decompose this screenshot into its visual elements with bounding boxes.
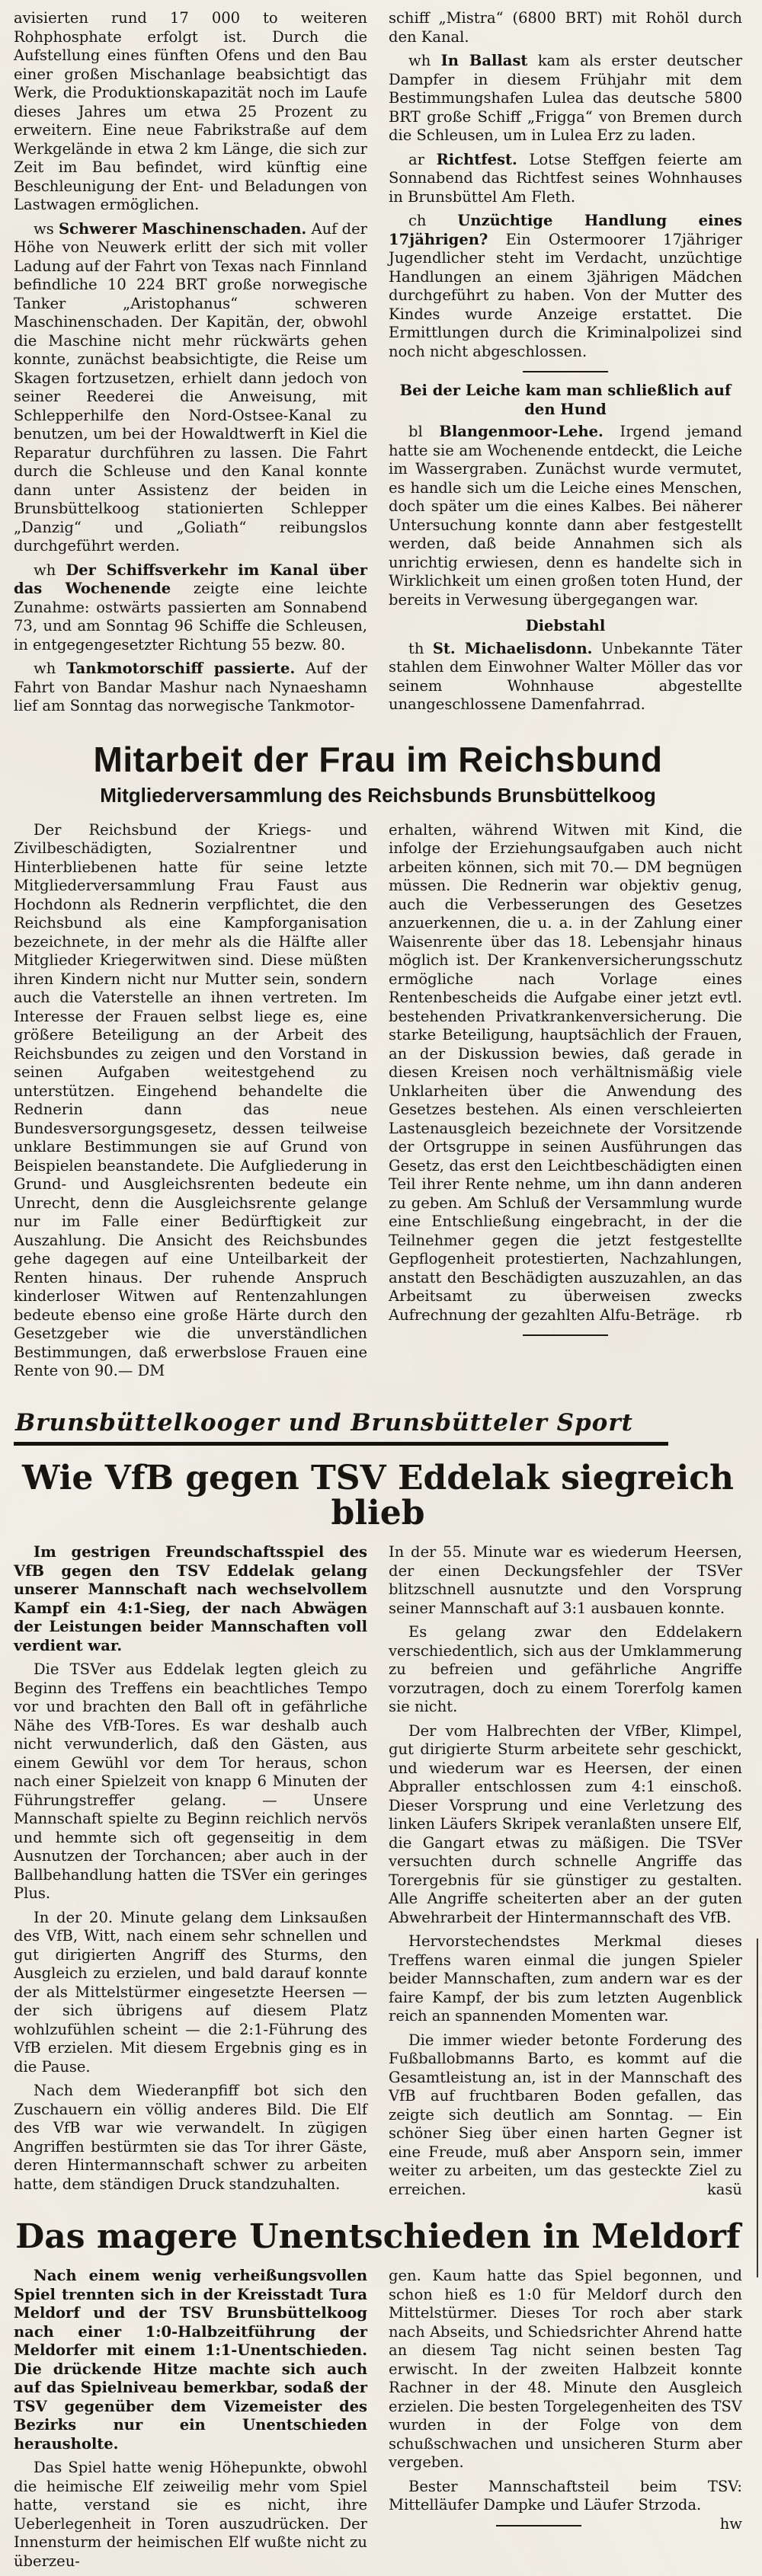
paragraph-text: erhalten, während Witwen mit Kind, die infolge der Erziehungsaufgaben auch nicht arbeiten können, sich mit 70.— DM begnügen müssen. Die Rednerin war objektiv genug, auch die Verbesserungen des Gesetzes anzuerkennen, die u. a. in der Zahlung einer Waisenrente über das 18. Lebensjahr hinaus möglich ist. Der Krankenversicherungsschutz ermögliche nach Vorlage eines Rentenbescheids die Aufgabe einer jetzt evtl. bestehenden Privatkrankenversicherung. Die starke Beteiligung, hauptsächlich der Frauen, an der Diskussion bewies, daß gerade in diesen Kreisen noch verhältnismäßig viele Unklarheiten über die Anwendung des Gesetzes bestehen. Als einen verschleierten Lastenausgleich bezeichnete der Vorsitzende der Ortsgruppe in seinen Ausführungen das Gesetz, das erst den Leichtbeschädigten einen Teil ihrer Rente nehme, um ihn dann anderen zu geben. Am Schluß der Versammlung wurde eine Entschließung eingebracht, in der die Teilnehmer gegen die jetzt festgestellte Gepflogenheit protestierten, Nachzahlungen, anstatt den Beschädigten auszuzahlen, an das Arbeitsamt zu überweisen zwecks Aufrechnung der gezahlten Alfu-Beträge. — [389, 820, 742, 1324]
paragraph-text: Das Spiel hatte wenig Höhepunkte, obwohl die heimische Elf zeiweilig mehr vom Spiel hatte, verstand sie es nicht, ihre Ueberlegenheit in Toren auszudrücken. Der Innensturm der heimischen Elf wußte nicht zu überzeu- — [14, 2459, 367, 2570]
paragraph-text: gen. Kaum hatte das Spiel begonnen, und schon hieß es 1:0 für Meldorf durch den Mittelstürmer. Dieses Tor roch aber stark nach Abseits, und Schiedsrichter Ahrend hatte an diesem Tag nicht seinen besten Tag erwischt. In der zweiten Halbzeit konnte Rachner in der 48. Minute den Ausgleich erzielen. Die besten Torgelegenheiten des TSV wurden in der Folge von dem schußschwachen und unsicheren Sturm aber vergeben. — [389, 2267, 742, 2472]
article-paragraph — [389, 821, 742, 1325]
item-headword: In Ballast — [440, 52, 528, 69]
article-paragraph — [14, 1660, 367, 1903]
match2-columns — [14, 2267, 742, 2576]
top-news-left-column — [14, 9, 367, 721]
section-divider — [523, 1334, 608, 1336]
article-paragraph — [389, 1932, 742, 2026]
item-sigle: ar — [408, 150, 424, 168]
item-sigle: ws — [34, 219, 54, 238]
paragraph-text: Es gelang zwar den Eddelakern verschiedentlich, sich aus der Umklammerung zu befreien und gefährliche Angriffe vorzutragen, doch zu einem Torerfolg kamen sie nicht. — [389, 1623, 742, 1716]
sport-section-banner — [14, 1409, 742, 1446]
news-item-schiffsverkehr — [14, 561, 367, 655]
paragraph-text: avisierten rund 17 000 to weiteren Rohphosphate erfolgt ist. Durch die Aufstellung eines fünften Ofens und den Bau einer großen Mischanlage beabsichtigt das Werk, die Produktionskapazität noch im Laufe dieses Jahres um etwa 25 Prozent zu erweitern. Eine neue Fabrikstraße auf dem Werkgelände in etwa 2 km Länge, die sich zur Zeit im Bau befindet, wird künftig eine Beschleunigung der Ent- und Beladungen von Lastwagen ermöglichen. — [14, 9, 367, 213]
article-paragraph — [14, 821, 367, 1381]
paragraph-text: Der vom Halbrechten der VfBer, Klimpel, gut dirigierte Sturm arbeitete sehr geschickt, und wiederum war es Heersen, der einen Abpraller entschlossen zum 4:1 einschoß. Dieser Vorsprung und eine Verletzung des linken Läufers Skripek veranlaßten unsere Elf, die Gangart etwas zu mäßigen. Die TSVer versuchten durch schnelle Angriffe das Torergebnis für sie günstiger zu gestalten. Alle Angriffe scheiterten aber an der guten Abwehrarbeit der Hintermannschaft des VfB. — [389, 1721, 742, 1926]
paragraph-text: In der 55. Minute war es wiederum Heersen, der einen Deckungsfehler der TSVer blitzschnell ausnutzte und den Vorsprung seiner Mannschaft auf 3:1 ausbauen konnte. — [389, 1543, 742, 1617]
item-headword: Unzüchtige Handlung eines 17jährigen? — [389, 212, 742, 248]
article-lead-paragraph — [14, 1543, 367, 1655]
article-paragraph — [389, 2267, 742, 2472]
article-headline: Das magere Unentschieden in Meldorf — [15, 2217, 741, 2257]
article-closing-paragraph — [389, 2031, 742, 2200]
item-sigle: wh — [34, 561, 56, 579]
article-headline: Mitarbeit der Frau im Reichsbund — [93, 739, 663, 779]
match1-left-column — [14, 1543, 367, 2204]
item-headword: Der Schiffsverkehr im Kanal über das Wochenende — [14, 561, 367, 597]
match2-right-column — [389, 2267, 742, 2576]
news-item-tankmotorschiff — [14, 660, 367, 716]
article-paragraph — [14, 2459, 367, 2571]
reichsbund-right-column — [389, 821, 742, 1386]
match1-right-column — [389, 1543, 742, 2204]
article-paragraph — [389, 1623, 742, 1717]
section-divider — [523, 371, 608, 372]
author-sigle: rb — [725, 1306, 742, 1324]
article-paragraph — [14, 2082, 367, 2194]
item-sigle: ch — [408, 212, 427, 229]
reichsbund-left-column — [14, 821, 367, 1386]
news-item-blangenmoor — [389, 423, 742, 609]
paragraph-text: Hervorstechendstes Merkmal dieses Treffens waren einmal die jungen Spieler beider Mannschaften, zum andern war es der faire Kampf, der bis zum letzten Augenblick reich an spannenden Momenten war. — [389, 1932, 742, 2025]
author-sigle: kasü — [706, 2180, 742, 2198]
item-sigle: th — [408, 639, 424, 657]
news-paragraph-continuation — [14, 9, 367, 215]
subhead-diebstahl: Diebstahl — [525, 617, 606, 634]
news-item-maschinenschaden — [14, 220, 367, 556]
news-item-in-ballast — [389, 52, 742, 145]
match1-columns — [14, 1543, 742, 2204]
item-sigle: wh — [408, 52, 431, 69]
article-closing-paragraph — [389, 2477, 742, 2533]
item-text: Auf der Höhe von Neuwerk erlitt der sich mit voller Ladung auf der Fahrt von Texas nach Finnland befindliche 10 224 BRT große norwegische Tanker „Aristophanus“ schweren Maschinenschaden. Der Kapitän, der, obwohl die Maschine nicht mehr rückwärts gehen konnte, zunächst beabsichtigte, die Reise um Skagen fortzusetzen, erhielt dann jedoch von seiner Reederei die Anweisung, mit Schlepperhilfe den Nord-Ostsee-Kanal zu benutzen, um bei der Howaldtwerft in Kiel die Reparatur durchführen zu lassen. Die Fahrt durch die Schleuse und den Kanal konnte dann unter Assistenz der beiden in Brunsbüttelkoog stationierten Schlepper „Danzig“ und „Goliath“ reibungslos durchgeführt werden. — [14, 219, 367, 555]
section-divider — [496, 2525, 581, 2526]
article-headline: Wie VfB gegen TSV Eddelak siegreich blieb — [21, 1458, 735, 1532]
paragraph-text: schiff „Mistra“ (6800 BRT) mit Rohöl durch den Kanal. — [389, 9, 742, 46]
item-sigle: wh — [34, 660, 56, 677]
paragraph-text: Die immer wieder betonte Forderung des Fußballobmanns Barto, es kommt auf die Gesamtleistung an, ist in der Mannschaft des VfB auf fruchtbaren Boden gefallen, das zeigte sich deutlich am Sonntag. — Ein schöner Sieg über einen harten Gegner ist eine Freude, muß aber Ansporn sein, immer weiter zu arbeiten, um das gesteckte Ziel zu erreichen. — [389, 2031, 742, 2198]
subhead-leiche-hund: Bei der Leiche kam man schließlich auf den Hund — [399, 382, 732, 418]
article-paragraph — [389, 1543, 742, 1618]
item-text: Lotse Steffgen feierte am Sonnabend das Richtfest seines Wohnhauses in Brunsbüttel Am Fleth. — [389, 150, 742, 206]
news-paragraph-continuation — [389, 9, 742, 46]
item-headword: Schwerer Maschinenschaden. — [58, 219, 307, 238]
item-headword: St. Michaelisdonn. — [432, 639, 593, 657]
item-text: Ein Ostermoorer 17jähriger Jugendlicher steht im Verdacht, unzüchtige Handlungen an einem 3jährigen Mädchen durchgeführt zu haben. Von der Mutter des Kindes wurde Anzeige erstattet. Die Ermittlungen durch die Kriminalpolizei sind noch nicht abgeschlossen. — [389, 230, 742, 360]
item-headword: Tankmotorschiff passierte. — [66, 660, 296, 677]
item-text: Irgend jemand hatte sie am Wochenende entdeckt, die Leiche im Wassergraben. Zunächst wurde vermutet, es handle sich um die Leiche eines Menschen, doch später um die eines Kalbes. Bei näherer Untersuchung konnte dann aber festgestellt werden, daß beide Annahmen sich als unrichtig erwiesen, denn es handelte sich in Wirklichkeit um einen großen toten Hund, der bereits in Verwesung übergegangen war. — [389, 423, 743, 609]
paragraph-text: Nach einem wenig verheißungsvollen Spiel trennten sich in der Kreisstadt Tura Meldorf und der TSV Brunsbüttelkoog nach einer 1:0-Halbzeitführung der Meldorfer mit einem 1:1-Unentschieden. Die drückende Hitze machte sich auch auf das Spielniveau bemerkbar, sodaß der TSV gegenüber dem Vizemeister des Bezirks nur ein Unentschieden herausholte. — [14, 2267, 367, 2453]
paragraph-text: Der Reichsbund der Kriegs- und Zivilbeschädigten, Sozialrentner und Hinterbliebenen hatte für seine letzte Mitgliederversammlung Frau Faust aus Hochdonn als Rednerin verpflichtet, die den Reichsbund als eine Kampforganisation bezeichnete, in der mehr als die Hälfte aller Mitglieder Kriegerwitwen sind. Diese müßten ihren Kindern nicht nur Mutter sein, sondern auch die Vaterstelle an ihnen vertreten. Im Interesse der Frauen selbst liege es, eine größere Beteiligung an der Arbeit des Reichsbundes zu zeigen und den Vorstand in seinen Aufgaben weitestgehend zu unterstützen. Eingehend behandelte die Rednerin dann das neue Bundesversorgungsgesetz, dessen teilweise unklare Bestimmungen sie auf Grund von Beispielen beanstandete. Die Aufgliederung in Grund- und Ausgleichsrenten bedeute ein Unrecht, denn die Ausgleichsrente gelange nur im Falle einer Bedürftigkeit zur Auszahlung. Die Ansicht des Reichsbundes gehe dagegen auf eine Unteilbarkeit der Renten hinaus. Der ruhende Anspruch kinderloser Witwen auf Rentenzahlungen bedeute ebenso eine große Härte durch den Gesetzgeber wie die unverständlichen Bestimmungen, daß erwerbslose Frauen eine Rente von 90.— DM — [14, 820, 367, 1380]
item-headword: Blangenmoor-Lehe. — [439, 423, 604, 440]
paragraph-text: In der 20. Minute gelang dem Linksaußen des VfB, Witt, nach einem sehr schnellen und gut dirigierten Angriff des Sturms, den Ausgleich zu erzielen, und bald darauf konnte der als Mittelstürmer eingesetzte Heersen — der sich übrigens auf diesem Platz wohlzufühlen scheint — die 2:1-Führung des VfB erzielen. Mit diesem Ergebnis ging es in die Pause. — [14, 1908, 367, 2076]
news-item-unzuechtige-handlung — [389, 212, 742, 361]
item-text: Auf der Fahrt von Bandar Mashur nach Nynaeshamn lief am Sonntag das norwegische Tankmotor- — [14, 660, 368, 714]
article-subheadline: Mitgliederversammlung des Reichsbunds Brunsbüttelkoog — [100, 783, 656, 807]
reichsbund-article — [14, 741, 742, 1386]
article-paragraph — [14, 1909, 367, 2077]
paragraph-text: Nach dem Wiederanpfiff bot sich den Zuschauern ein völlig anderes Bild. Die Elf des VfB war wie verwandelt. In zügigen Angriffen bestürmten sie das Tor ihrer Gäste, deren Hintermannschaft schwer zu arbeiten hatte, dem ständigen Druck standzuhalten. — [14, 2082, 367, 2193]
item-headword: Richtfest. — [436, 150, 517, 168]
top-news-section — [14, 9, 742, 721]
paragraph-text: Die TSVer aus Eddelak legten gleich zu Beginn des Treffens ein beachtliches Tempo vor und brachten den Ball oft in gefährliche Nähe des VfB-Tores. Es war deshalb auch nicht verwunderlich, daß den Gästen, aus einem Gewühl vor dem Tor heraus, schon nach einer Spielzeit von knapp 6 Minuten der Führungstreffer gelang. — Unsere Mannschaft spielte zu Beginn reichlich nervös und hemmte sich oft gegenseitig in dem Ausnutzen der Torchancen; aber auch in der Ballbehandlung hatten die TSVer ein geringes Plus. — [14, 1660, 367, 1903]
item-text: zeigte eine leichte Zunahme: ostwärts passierten am Sonnabend 73, und am Sonntag 96 Schiffe die Schleusen, in entgegengesetzter Richtung 55 bezw. 80. — [14, 580, 367, 654]
sport-article-vfb-eddelak — [14, 1458, 742, 2204]
item-sigle: bl — [408, 423, 423, 440]
reichsbund-columns — [14, 821, 742, 1386]
article-lead-paragraph — [14, 2267, 367, 2453]
sport-banner-title: Brunsbüttelkooger und Brunsbütteler Sport — [14, 1409, 668, 1446]
news-item-st-michaelisdonn — [389, 640, 742, 714]
news-item-richtfest — [389, 151, 742, 207]
sport-article-meldorf — [14, 2217, 742, 2576]
match2-left-column — [14, 2267, 367, 2576]
item-text: Unbekannte Täter stahlen dem Einwohner Walter Möller das vor seinem Wohnhause abgestellte unangeschlossene Damenfahrrad. — [389, 639, 742, 713]
paragraph-text: Im gestrigen Freundschaftsspiel des VfB gegen den TSV Eddelak gelang unserer Mannschaft nach wechselvollem Kampf ein 4:1-Sieg, der nach Abwägen der Leistungen beider Mannschaften voll verdient war. — [14, 1543, 367, 1654]
author-sigle: hw — [719, 2514, 742, 2533]
top-news-right-column — [389, 9, 742, 721]
paper-edge-rule — [757, 1938, 758, 2277]
article-paragraph — [389, 1722, 742, 1928]
paragraph-text: Bester Mannschaftsteil beim TSV: Mittelläufer Dampke und Läufer Strzoda. — [389, 2477, 742, 2514]
item-text: kam als erster deutscher Dampfer in diesem Frühjahr mit dem Bestimmungshafen Lulea das deutsche 5800 BRT große Schiff „Frigga“ von Bremen durch die Schleusen, um in Lulea Erz zu laden. — [389, 52, 743, 144]
